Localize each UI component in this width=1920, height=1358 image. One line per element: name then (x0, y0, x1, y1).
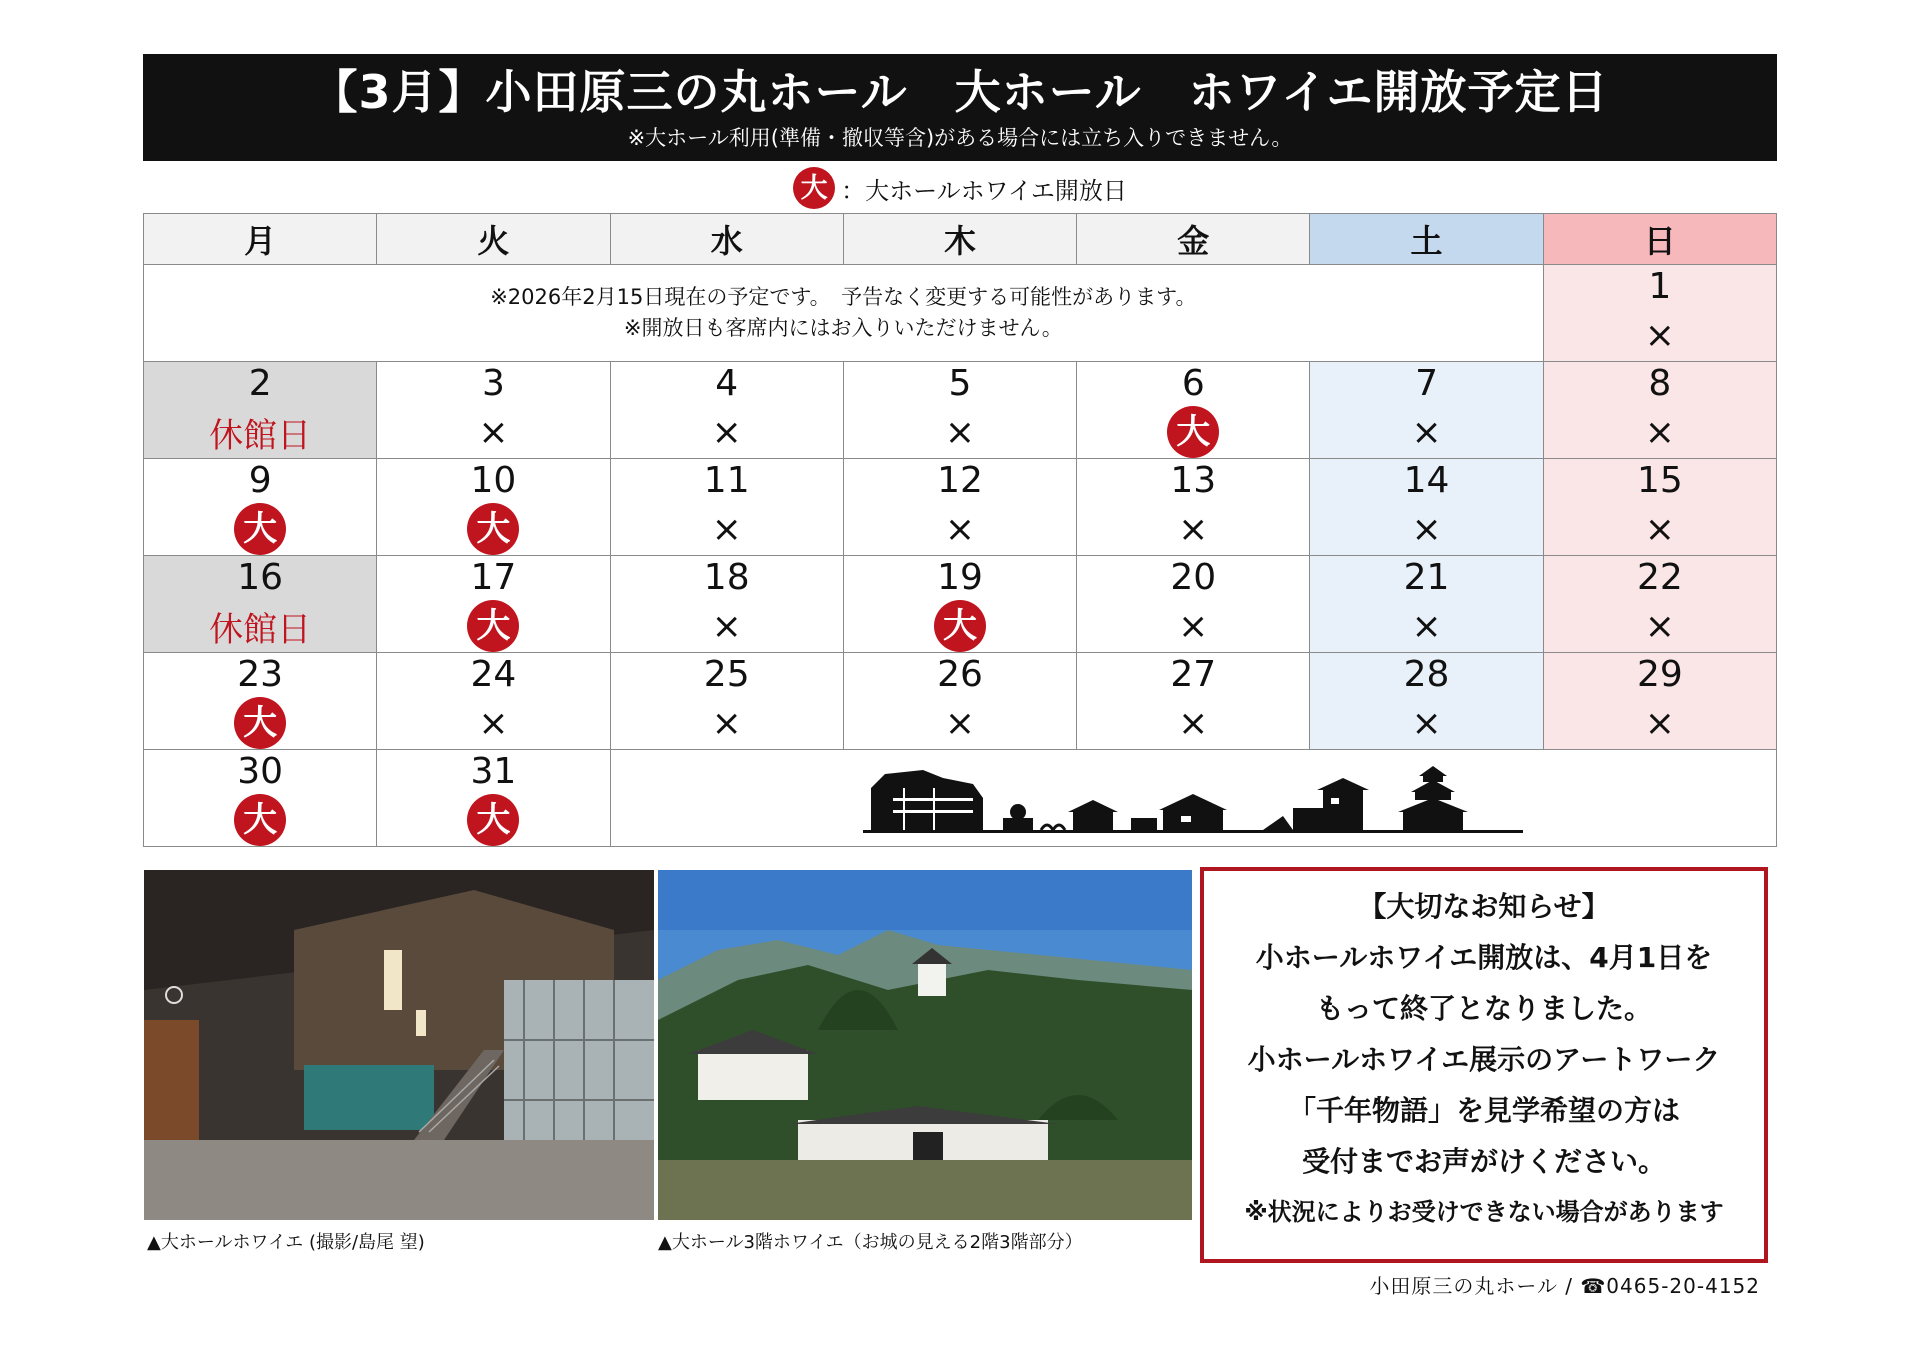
notice-line: 小ホールホワイエ開放は、4月1日を (1255, 941, 1713, 974)
calendar-day-cell (843, 556, 1076, 653)
day-status-unavailable: × (1411, 411, 1442, 453)
day-number: 18 (703, 557, 750, 598)
day-number: 16 (237, 557, 284, 598)
day-number: 3 (481, 363, 505, 404)
calendar-day-cell (1543, 265, 1776, 362)
calendar-week-row (144, 653, 1777, 750)
weekday-sun: 日 (1543, 214, 1776, 265)
calendar-day-cell (377, 362, 610, 459)
schedule-notes (144, 265, 1544, 362)
open-day-mark-icon: 大 (467, 503, 519, 555)
day-number: 26 (937, 654, 983, 695)
day-status-unavailable: × (1178, 605, 1209, 647)
open-day-mark-icon: 大 (934, 600, 986, 652)
day-number: 30 (237, 751, 284, 792)
calendar-table (143, 213, 1777, 847)
calendar-day-cell (1310, 362, 1543, 459)
calendar-day-cell (144, 556, 377, 653)
open-day-mark-icon: 大 (1167, 406, 1219, 458)
notice-line: 小ホールホワイエ展示のアートワーク (1247, 1043, 1721, 1076)
calendar-day-cell (843, 459, 1076, 556)
calendar-day-cell (610, 459, 843, 556)
weekday-wed: 水 (610, 214, 843, 265)
day-number: 22 (1636, 557, 1683, 598)
day-number: 7 (1415, 363, 1438, 404)
notice-line: ※状況によりお受けできない場合があります (1244, 1198, 1724, 1226)
notice-line: 「千年物語」を見学希望の方は (1287, 1094, 1680, 1127)
calendar-day-cell (610, 653, 843, 750)
calendar-week-row (144, 750, 1777, 847)
calendar-day-cell (144, 362, 377, 459)
day-status-open (844, 600, 1076, 652)
castle-view-photo-caption: ▲大ホール3階ホワイエ（お城の見える2階3階部分） (658, 1232, 1083, 1253)
day-status-unavailable: × (1178, 508, 1209, 550)
calendar-day-cell (1310, 653, 1543, 750)
day-number: 9 (248, 460, 272, 501)
footer-contact: 小田原三の丸ホール / ☎0465-20-4152 (1369, 1274, 1760, 1298)
day-status-unavailable: × (1644, 411, 1675, 453)
day-number: 11 (703, 460, 750, 501)
day-status-open (1077, 406, 1309, 458)
note-line: ※2026年2月15日現在の予定です。 予告なく変更する可能性があります。 (490, 285, 1197, 309)
castle-skyline-illustration (610, 750, 1776, 847)
weekday-sat: 土 (1310, 214, 1543, 265)
day-number: 31 (470, 751, 517, 792)
header-banner (143, 54, 1777, 161)
day-number: 5 (948, 363, 972, 404)
day-status-unavailable: × (944, 411, 976, 453)
day-number: 10 (470, 460, 517, 501)
calendar-day-cell (144, 750, 377, 847)
calendar-day-cell (144, 459, 377, 556)
calendar-day-cell (377, 459, 610, 556)
day-number: 25 (703, 654, 750, 695)
open-day-mark-icon: 大 (467, 794, 519, 846)
day-status-unavailable: × (1644, 508, 1675, 550)
page-subtitle: ※大ホール利用(準備・撤収等含)がある場合には立ち入りできません。 (627, 126, 1293, 150)
day-number: 13 (1170, 460, 1217, 501)
calendar-day-cell (1077, 459, 1310, 556)
day-status-open (377, 503, 609, 555)
calendar-day-cell (843, 362, 1076, 459)
open-day-mark-icon: 大 (234, 697, 286, 749)
day-number: 24 (470, 654, 517, 695)
day-status-unavailable: × (1411, 508, 1442, 550)
weekday-header-row (144, 214, 1777, 265)
day-status-unavailable: × (711, 411, 742, 453)
legend-label: ：大ホールホワイエ開放日 (841, 176, 1127, 205)
calendar-day-cell (1543, 362, 1776, 459)
notice-line: もって終了となりました。 (1315, 992, 1652, 1025)
calendar-day-cell (1310, 556, 1543, 653)
day-status-unavailable: × (1644, 605, 1675, 647)
day-status-unavailable: × (1644, 314, 1675, 356)
foyer-photo (144, 870, 654, 1220)
day-status-unavailable: × (711, 508, 742, 550)
day-status-open (144, 503, 376, 555)
notice-line: 受付までお声がけください。 (1301, 1145, 1666, 1178)
day-number: 12 (937, 460, 983, 501)
calendar-day-cell (1077, 556, 1310, 653)
day-number: 19 (937, 557, 983, 598)
calendar-week-row (144, 265, 1777, 362)
day-number: 28 (1403, 654, 1450, 695)
calendar-week-row (144, 362, 1777, 459)
calendar-day-cell (1310, 459, 1543, 556)
calendar-day-cell (377, 750, 610, 847)
day-number: 23 (237, 654, 284, 695)
day-number: 29 (1636, 654, 1683, 695)
day-number: 8 (1648, 363, 1672, 404)
day-status-unavailable: × (1411, 702, 1442, 744)
calendar-week-row (144, 459, 1777, 556)
calendar-day-cell (1077, 653, 1310, 750)
day-status-closed: 休館日 (209, 415, 312, 456)
day-status-unavailable: × (478, 702, 509, 744)
open-day-mark-icon: 大 (467, 600, 519, 652)
day-status-open (377, 600, 609, 652)
day-status-unavailable: × (711, 605, 742, 647)
foyer-photo-image (144, 870, 654, 1220)
day-status-unavailable: × (1178, 702, 1209, 744)
calendar-day-cell (610, 362, 843, 459)
notice-title: 【大切なお知らせ】 (1358, 890, 1610, 923)
castle-view-photo-image (658, 870, 1192, 1220)
day-status-open (144, 697, 376, 749)
day-number: 4 (715, 363, 739, 404)
important-notice-box (1200, 867, 1768, 1263)
day-number: 17 (470, 557, 517, 598)
day-status-unavailable: × (711, 702, 742, 744)
day-status-unavailable: × (1411, 605, 1442, 647)
weekday-thu: 木 (843, 214, 1076, 265)
day-status-unavailable: × (944, 508, 976, 550)
day-number: 1 (1648, 266, 1672, 307)
weekday-fri: 金 (1077, 214, 1310, 265)
day-status-unavailable: × (1644, 702, 1675, 744)
calendar-day-cell (843, 653, 1076, 750)
open-day-mark-icon: 大 (234, 794, 286, 846)
day-status-closed: 休館日 (209, 609, 312, 650)
note-line: ※開放日も客席内にはお入りいただけません。 (623, 316, 1063, 340)
calendar-day-cell (1543, 459, 1776, 556)
calendar-day-cell (1543, 556, 1776, 653)
open-day-mark-icon: 大 (234, 503, 286, 555)
weekday-mon: 月 (144, 214, 377, 265)
calendar-day-cell (377, 653, 610, 750)
calendar-day-cell (377, 556, 610, 653)
day-number: 2 (248, 363, 272, 404)
day-number: 27 (1170, 654, 1217, 695)
day-number: 14 (1403, 460, 1450, 501)
day-number: 21 (1403, 557, 1450, 598)
day-status-unavailable: × (478, 411, 509, 453)
calendar-week-row (144, 556, 1777, 653)
weekday-tue: 火 (377, 214, 610, 265)
castle-view-photo (658, 870, 1192, 1220)
day-number: 15 (1636, 460, 1683, 501)
day-status-unavailable: × (944, 702, 976, 744)
foyer-photo-caption: ▲大ホールホワイエ (撮影/島尾 望) (147, 1232, 425, 1253)
calendar-day-cell (1077, 362, 1310, 459)
open-day-mark-icon: 大 (793, 167, 835, 209)
calendar-day-cell (610, 556, 843, 653)
day-status-open (377, 794, 609, 846)
day-number: 20 (1170, 557, 1217, 598)
day-status-open (144, 794, 376, 846)
calendar-day-cell (1543, 653, 1776, 750)
day-number: 6 (1181, 363, 1205, 404)
calendar-day-cell (144, 653, 377, 750)
page-title: 【3月】小田原三の丸ホール 大ホール ホワイエ開放予定日 (311, 65, 1609, 119)
legend (0, 166, 1920, 210)
castle-skyline-icon (863, 758, 1523, 838)
